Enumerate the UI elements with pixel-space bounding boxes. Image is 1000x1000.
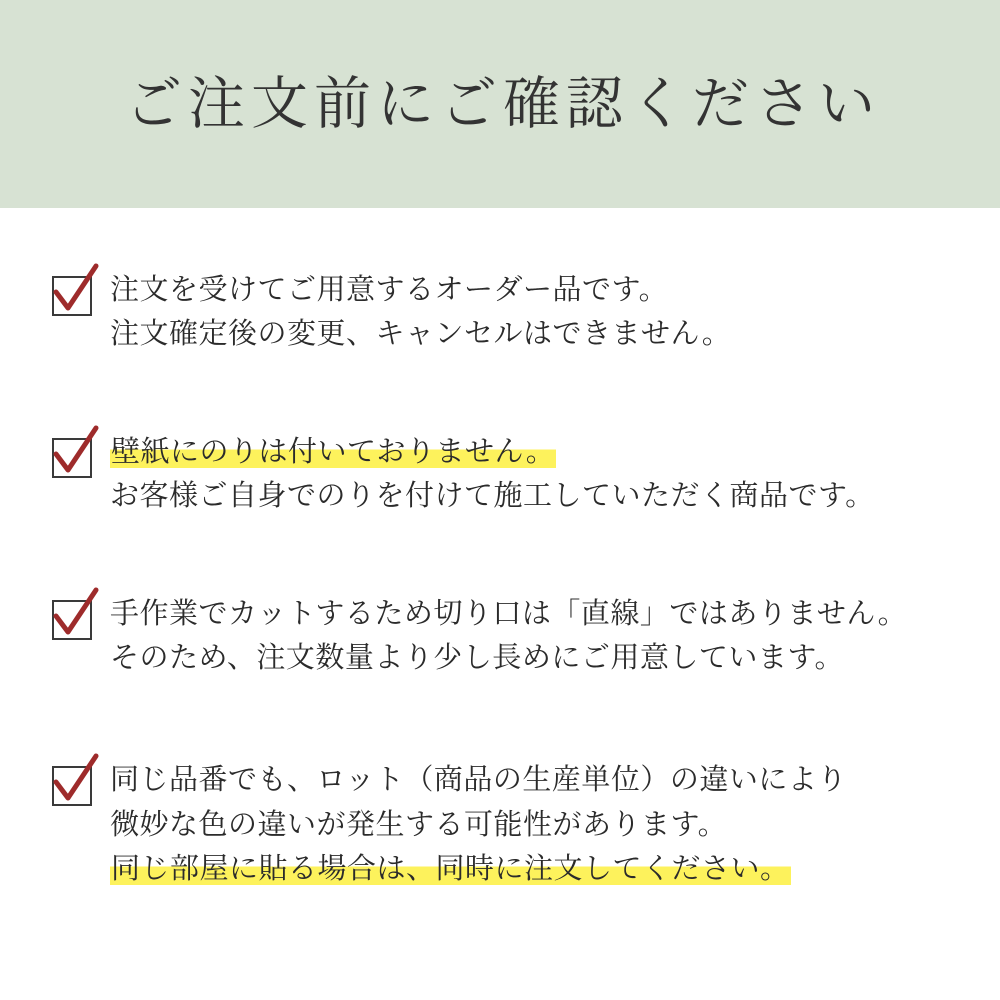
- checkbox-checked-icon: [52, 600, 92, 640]
- list-item-line: そのため、注文数量より少し長めにご用意しています。: [110, 642, 845, 675]
- list-item-text: [110, 268, 731, 356]
- list-item-line: [110, 847, 847, 891]
- list-item-line: 手作業でカットするため切り口は「直線」ではありません。: [110, 598, 908, 631]
- list-item-text: [110, 758, 847, 890]
- list-item-line: 同じ品番でも、ロット（商品の生産単位）の違いにより: [110, 764, 847, 797]
- list-item: [0, 758, 1000, 890]
- list-item-line: お客様ご自身でのりを付けて施工していただく商品です。: [110, 480, 875, 513]
- checkbox-checked-icon: [52, 766, 92, 806]
- list-item-line: 注文を受けてご用意するオーダー品です。: [110, 274, 669, 306]
- page-header: [0, 0, 1000, 208]
- checkbox-checked-icon: [52, 276, 92, 316]
- list-item: [0, 268, 1000, 356]
- list-item-text: [110, 430, 875, 518]
- notice-list: [0, 208, 1000, 891]
- list-item: [0, 592, 1000, 680]
- checkbox-checked-icon: [52, 438, 92, 478]
- list-item-line: [110, 430, 875, 474]
- list-item-text: [110, 592, 907, 680]
- page-title: ご注文前にご確認ください: [125, 71, 881, 136]
- list-item: [0, 430, 1000, 518]
- list-item-line: 微妙な色の違いが発生する可能性があります。: [110, 808, 728, 841]
- highlighted-text: 同じ部屋に貼る場合は、同時に注文してください。: [111, 852, 790, 885]
- highlighted-text: 壁紙にのりは付いておりません。: [111, 436, 556, 469]
- list-item-line: 注文確定後の変更、キャンセルはできません。: [110, 318, 732, 351]
